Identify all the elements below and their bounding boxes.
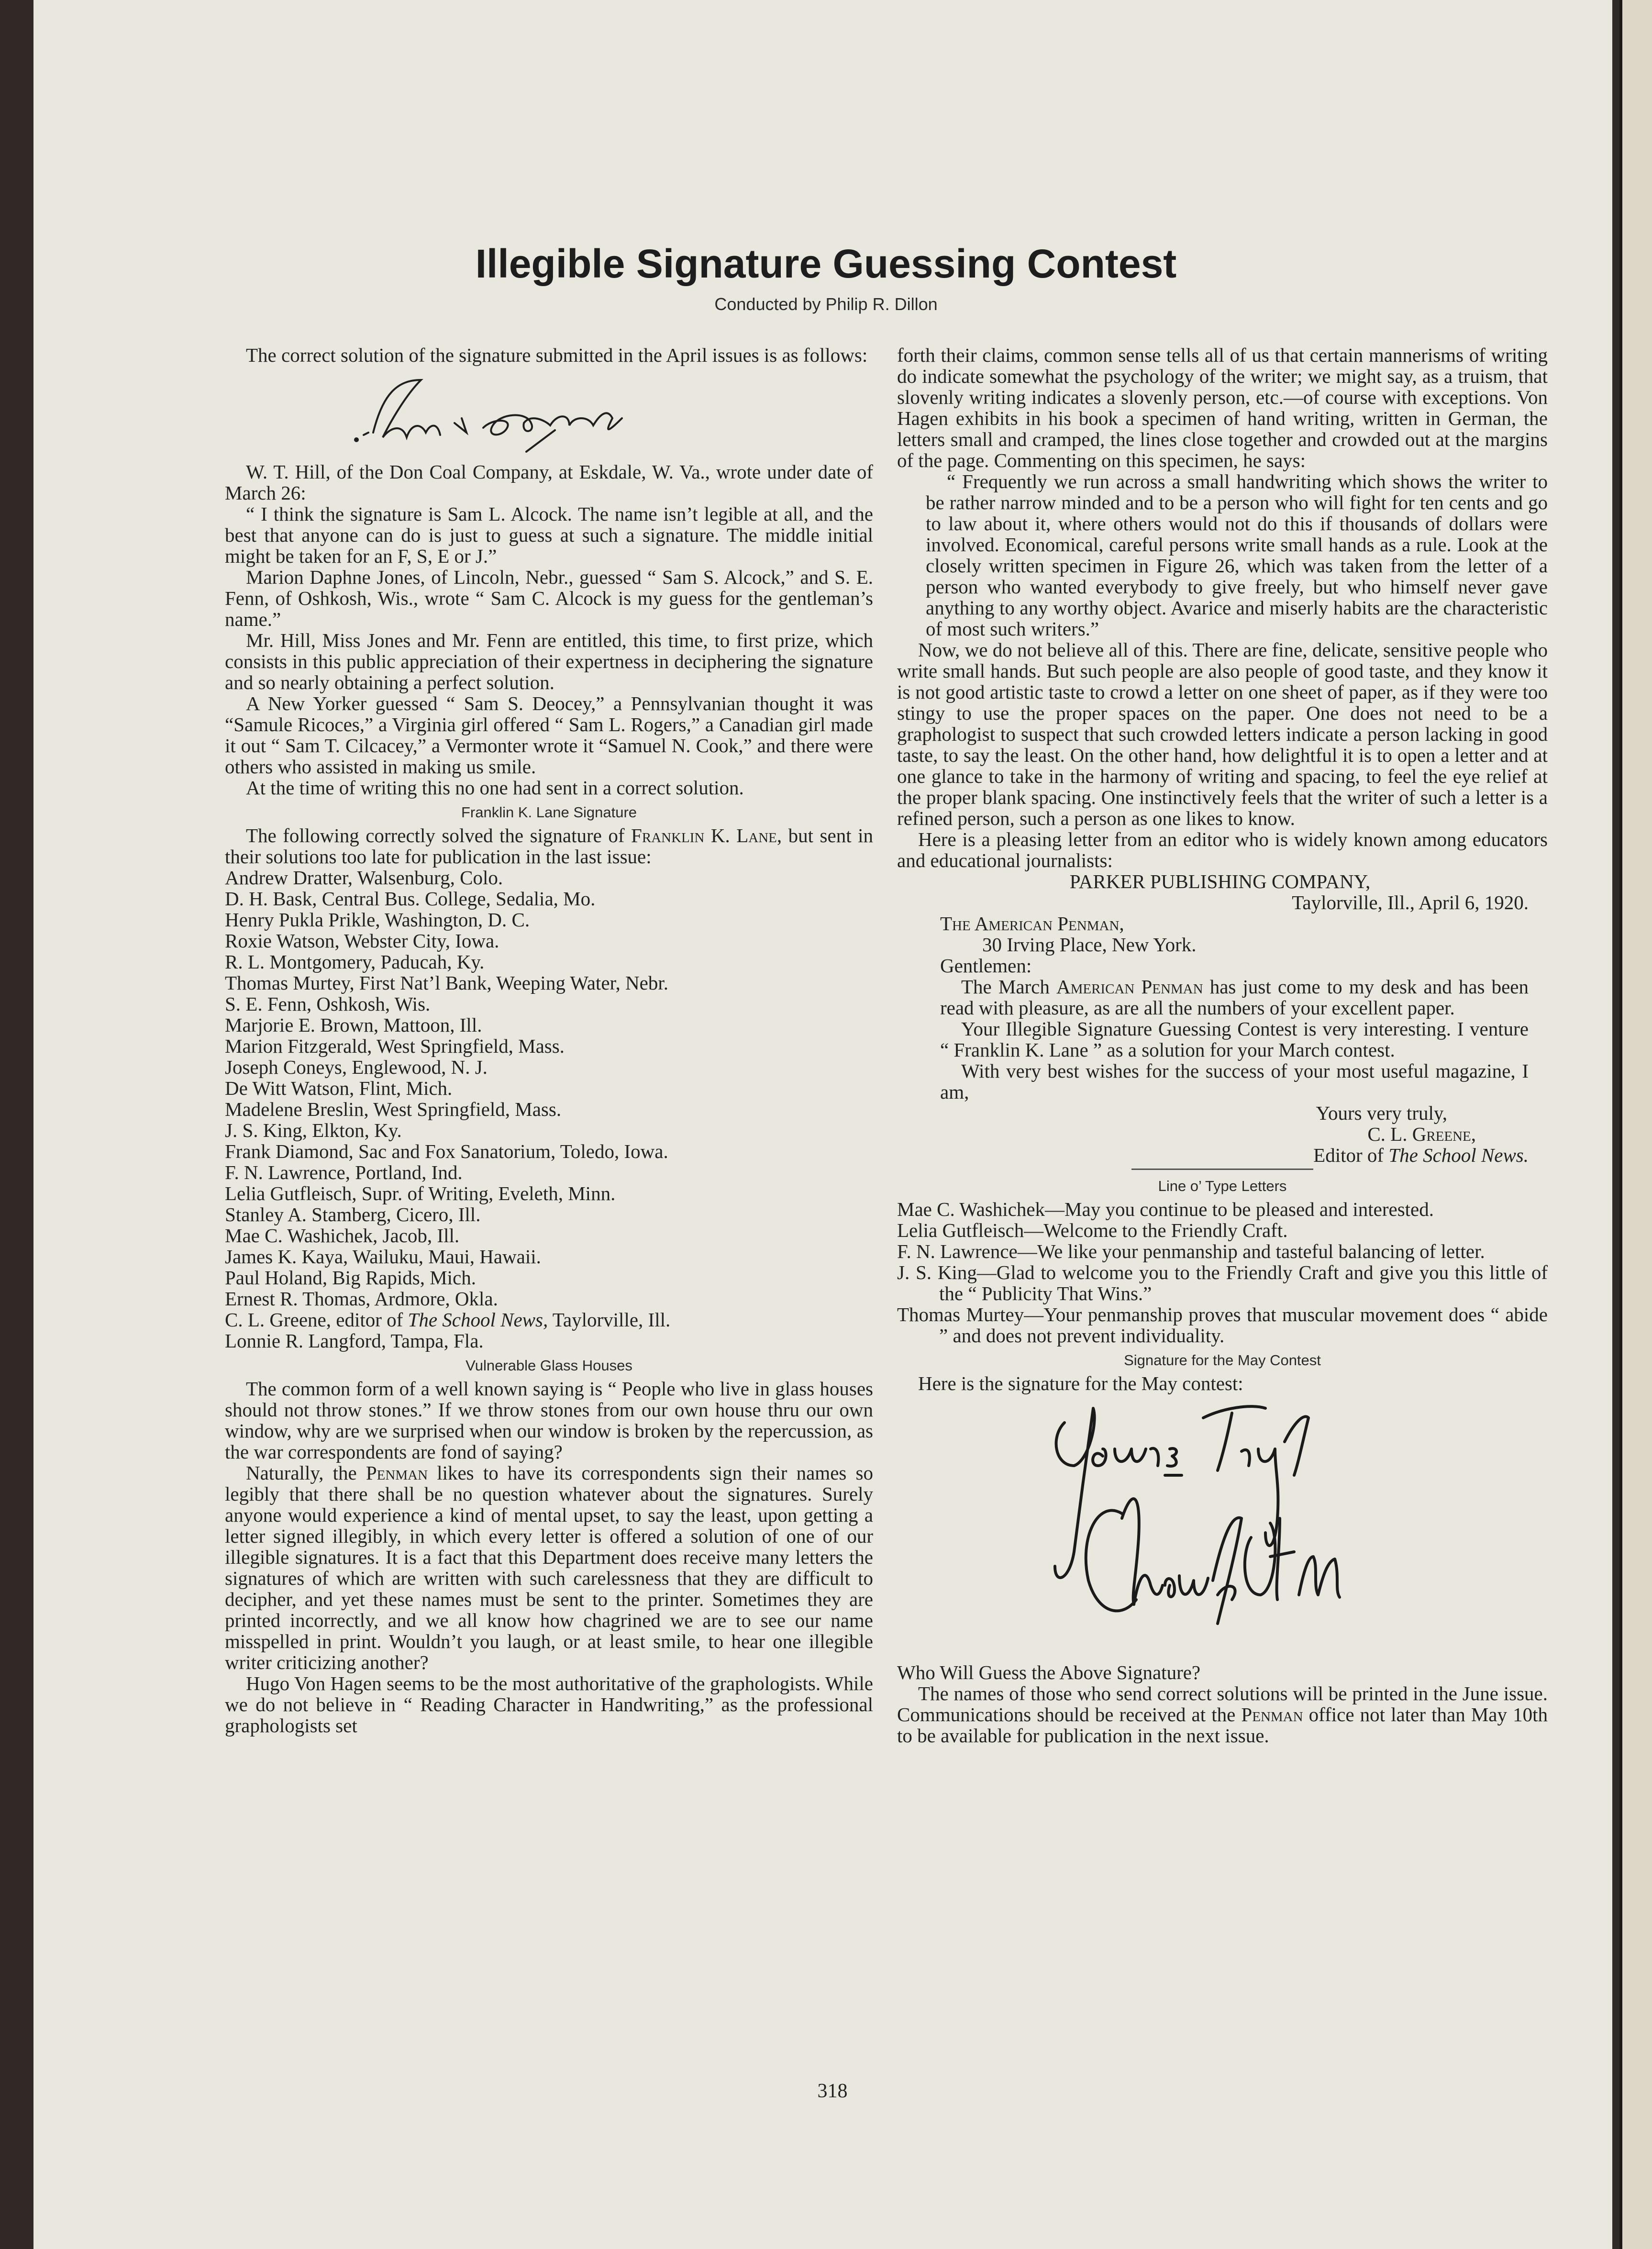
letter-title-text: Editor of [1313, 1144, 1389, 1166]
article-title: Illegible Signature Guessing Contest [475, 241, 1177, 286]
greene-town: Taylorville, Ill. [548, 1309, 671, 1331]
list-item: Roxie Watson, Webster City, Iowa. [225, 930, 499, 952]
list-item: Henry Pukla Prikle, Washington, D. C. [225, 909, 530, 931]
list-item: Thomas Murtey—Your penmanship proves that muscular movement does “ abide ” and does not prevent individuality. [897, 1303, 1548, 1347]
glass-text-end: likes to have its correspondents sign their names so legibly that there shall be no question whatever about the signatures. Surely anyone would experience a kind of mental upset, to say the least, upon getting a letter signed illegibly, in which every letter is offered a solution of one of our illegible signatures. It is a fact that this Department does receive many letters the signatures of which are written with such carelessness that they are difficult to decipher, and yet these names must be sent to the printer. Sometimes they are printed incorrectly, and we all know how chagrined we are to see our name misspelled in print. Wouldn’t you laugh, or at least smile, to hear one illegible writer criticizing another? [225, 1462, 873, 1673]
letter-intro: Here is a pleasing letter from an editor who is widely known among educators and educational journalists: [897, 828, 1548, 871]
section-divider [1131, 1169, 1313, 1170]
list-item: F. N. Lawrence—We like your penmanship and tasteful balancing of letter. [897, 1240, 1485, 1262]
letter-salutation: Gentlemen: [940, 955, 1032, 977]
list-item: Lonnie R. Langford, Tampa, Fla. [225, 1330, 484, 1352]
glass-paragraph-2 [225, 1462, 873, 1673]
glass-text: Naturally, the [246, 1462, 366, 1484]
glass-paragraph-1: The common form of a well known saying is “ People who live in glass houses should not throw stones.” If we throw stones from our own house thru our own window, why are we surprised when our window is broken by the repercussion, as the war correspondents are fond of saying? [225, 1378, 873, 1463]
list-item: J. S. King, Elkton, Ky. [225, 1119, 402, 1141]
replies-list [897, 1199, 1548, 1346]
list-item: D. H. Bask, Central Bus. College, Sedalia, Mo. [225, 888, 596, 910]
glass-paragraph-3: Hugo Von Hagen seems to be the most authoritative of the graphologists. While we do not believe in “ Reading Character in Handwriting,” as the professional graphologists set [225, 1672, 873, 1737]
letter-address: 30 Irving Place, New York. [982, 934, 1197, 956]
list-item: J. S. King—Glad to welcome you to the Friendly Craft and give you this little of the “ Publicity That Wins.” [897, 1261, 1548, 1304]
list-item: Madelene Breslin, West Springfield, Mass. [225, 1098, 562, 1120]
letter-signer-title [940, 1145, 1529, 1166]
letter-place-date: Taylorville, Ill., April 6, 1920. [1292, 891, 1529, 913]
letter-paragraph-3: With very best wishes for the success of your most useful magazine, I am, [940, 1060, 1529, 1103]
letter-text: The March [961, 976, 1056, 998]
next-page-edge [1619, 0, 1652, 2249]
list-item: Paul Holand, Big Rapids, Mich. [225, 1267, 477, 1289]
closing-text: The names of those who send correct solutions will be printed in the June issue. Communications should be received at the [897, 1682, 1548, 1726]
letter-paragraph-2: Your Illegible Signature Guessing Contest is very interesting. I venture “ Franklin K. Lane ” as a solution for your March contest. [940, 1018, 1529, 1061]
letter-closing: Yours very truly, [1316, 1102, 1447, 1124]
list-item: Stanley A. Stamberg, Cicero, Ill. [225, 1203, 481, 1225]
penman-name: Penman [366, 1462, 428, 1484]
list-item: Thomas Murtey, First Nat’l Bank, Weeping Water, Nebr. [225, 972, 668, 994]
lane-intro [225, 825, 873, 867]
good-taste-paragraph: Now, we do not believe all of this. There are fine, delicate, sensitive people who write small hands. But such people are also people of good taste, and they know it is not good artistic taste to crowd a letter on one sheet of paper, as if they were too stingy to use the proper spaces on the paper. One does not need to be a graphologist to suspect that such crowded letters indicate a person lacking in good taste, to say the least. On the other hand, how delightful it is to open a letter and at one glance to take in the harmony of writing and spacing, to feel the eye relief at the proper blank spacing. One instinctively feels that the writer of such a letter is a refined person, such a person as one likes to know. [897, 639, 1548, 829]
hill-paragraph: W. T. Hill, of the Don Coal Company, at Eskdale, W. Va., wrote under date of March 26: [225, 461, 873, 504]
list-item: R. L. Montgomery, Paducah, Ky. [225, 951, 485, 973]
may-contest-heading: Signature for the May Contest [1124, 1352, 1321, 1369]
letter-magazine-name: American Penman [1056, 976, 1203, 998]
letter-paragraph-1 [940, 976, 1529, 1018]
lane-intro-text-end: , but sent in their solutions too late for publication in the last issue: [225, 824, 873, 868]
line-o-type-heading: Line o’ Type Letters [1158, 1178, 1287, 1194]
list-item: Mae C. Washichek, Jacob, Ill. [225, 1225, 460, 1247]
april-signature-image [225, 366, 873, 461]
list-item: F. N. Lawrence, Portland, Ind. [225, 1161, 463, 1183]
may-contest-intro: Here is the signature for the May contest: [918, 1372, 1243, 1394]
page-number: 318 [817, 2080, 848, 2102]
letterhead: PARKER PUBLISHING COMPANY, [1069, 870, 1371, 892]
list-item: James K. Kaya, Wailuku, Maui, Hawaii. [225, 1246, 541, 1268]
list-item: Marjorie E. Brown, Mattoon, Ill. [225, 1014, 482, 1036]
list-item: Lelia Gutfleisch, Supr. of Writing, Eveleth, Minn. [225, 1182, 616, 1204]
von-hagen-quote: “ Frequently we run across a small handwriting which shows the writer to be rather narrow minded and to be a person who will fight for ten cents and go to law about it, where others would not do this if thousands of dollars were involved. Economical, careful persons write small hands as a rule. Look at the closely written specimen in Figure 26, which was taken from the letter of a person who wanted everybody to give freely, but who himself never gave anything to any worthy object. Avarice and miserly habits are the characteristic of most such writers.” [926, 470, 1548, 640]
list-item: Frank Diamond, Sac and Fox Sanatorium, Toledo, Iowa. [225, 1140, 668, 1162]
lane-intro-name: Franklin K. Lane [631, 824, 777, 846]
no-solution-paragraph: At the time of writing this no one had sent in a correct solution. [246, 777, 744, 799]
glass-houses-heading: Vulnerable Glass Houses [466, 1357, 632, 1374]
list-item: Mae C. Washichek—May you continue to be pleased and interested. [897, 1198, 1434, 1220]
letter-signer-name: C. L. Greene, [1367, 1123, 1476, 1145]
list-item: Ernest R. Thomas, Ardmore, Okla. [225, 1288, 498, 1310]
prize-paragraph: Mr. Hill, Miss Jones and Mr. Fenn are entitled, this time, to first prize, which consists in this public appreciation of their expertness in deciphering the signature and so nearly obtaining a perfect solution. [225, 629, 873, 693]
list-item: Joseph Coneys, Englewood, N. J. [225, 1056, 488, 1078]
letter-signer [940, 1124, 1529, 1145]
guesses-paragraph: A New Yorker guessed “ Sam S. Deocey,” a Pennsylvanian thought it was “Samule Ricoces,” a Virginia girl offered “ Sam L. Rogers,” a Canadian girl made it out “ Sam T. Cilcacey,” a Vermonter wrote it “Samuel N. Cook,” and there were others who assisted in making us smile. [225, 692, 873, 778]
closing-text-end: office not later than May 10th to be available for publication in the next issue. [897, 1703, 1548, 1747]
list-item: Marion Fitzgerald, West Springfield, Mass. [225, 1035, 565, 1057]
lane-signature-heading: Franklin K. Lane Signature [461, 804, 637, 821]
closing-paragraph [897, 1683, 1548, 1746]
closing-penman-name: Penman [1241, 1703, 1303, 1726]
left-column [225, 345, 873, 1736]
greene-letter [897, 871, 1548, 1166]
letter-text-end: has just come to my desk and has been read with pleasure, as are all the numbers of your excellent paper. [940, 976, 1529, 1019]
hill-quote: “ I think the signature is Sam L. Alcock. The name isn’t legible at all, and the best that anyone can do is just to guess at such a signature. The middle initial might be taken for an F, S, E or J.” [225, 503, 873, 567]
solvers-list [225, 867, 873, 1351]
graphology-paragraph: forth their claims, common sense tells all of us that certain mannerisms of writing do indicate somewhat the psychology of the writer; we might say, as a truism, that slovenly writing indicates a slovenly person, etc.—of course with exceptions. Von Hagen exhibits in his book a specimen of hand writing, written in German, the letters small and cramped, the lines close together and crowded out at the margins of the page. Commenting on this specimen, he says: [897, 344, 1548, 471]
list-item: S. E. Fenn, Oshkosh, Wis. [225, 993, 431, 1015]
article-byline: Conducted by Philip R. Dillon [714, 294, 938, 314]
letter-recipient: The American Penman, [940, 913, 1124, 935]
letter-title-publication: The School News. [1388, 1144, 1529, 1166]
greene-text: C. L. Greene, editor of [225, 1309, 408, 1331]
list-item: Lelia Gutfleisch—Welcome to the Friendly Craft. [897, 1219, 1288, 1241]
intro-paragraph: The correct solution of the signature submitted in the April issues is as follows: [246, 344, 868, 366]
guess-question: Who Will Guess the Above Signature? [897, 1661, 1201, 1683]
list-item: De Witt Watson, Flint, Mich. [225, 1077, 453, 1099]
list-item [225, 1309, 873, 1330]
jones-fenn-paragraph: Marion Daphne Jones, of Lincoln, Nebr., guessed “ Sam S. Alcock,” and S. E. Fenn, of Oshkosh, Wis., wrote “ Sam C. Alcock is my guess for the gentleman’s name.” [225, 566, 873, 630]
list-item: Andrew Dratter, Walsenburg, Colo. [225, 867, 503, 889]
greene-publication: The School News, [408, 1309, 548, 1331]
may-signature-image [897, 1394, 1548, 1662]
right-column [897, 345, 1548, 1746]
lane-intro-text: The following correctly solved the signature of [246, 824, 632, 846]
